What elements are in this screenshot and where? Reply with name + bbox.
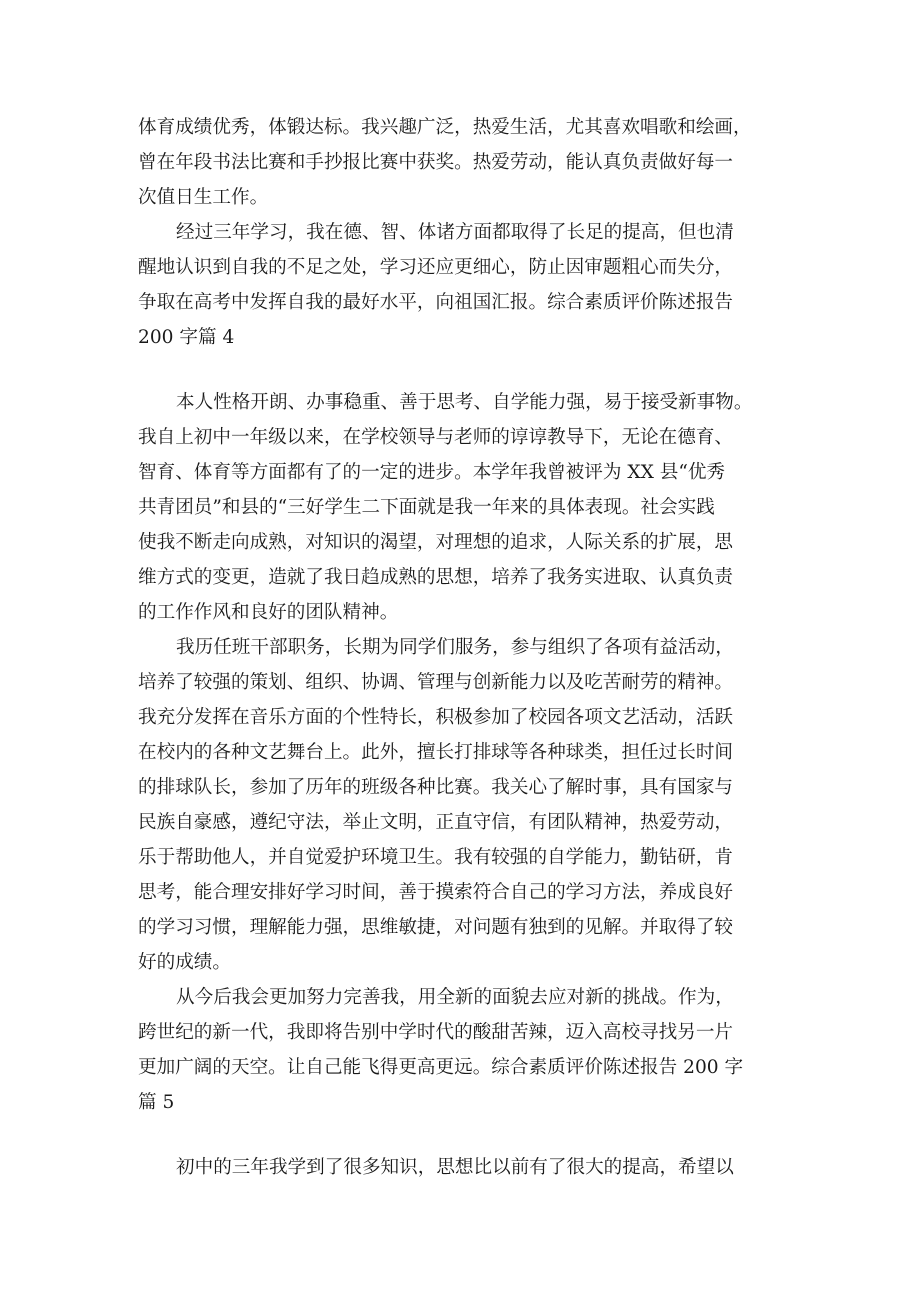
text-line: 在校内的各种文艺舞台上。此外，擅长打排球等各种球类，担任过长时间 (138, 742, 734, 763)
text-line: 维方式的变更，造就了我日趋成熟的思想，培养了我务实进取、认真负责 (138, 567, 734, 588)
text-line: 共青团员”和县的“三好学生二下面就是我一年来的具体表现。社会实践 (138, 497, 715, 518)
section-heading: 篇 5 (138, 1092, 175, 1113)
text-line: 的学习习惯，理解能力强，思维敏捷，对问题有独到的见解。并取得了较 (138, 917, 734, 938)
text-line: 我充分发挥在音乐方面的个性特长，积极参加了校园各项文艺活动，活跃 (138, 707, 734, 728)
paragraph-first-line: 从今后我会更加努力完善我，用全新的面貌去应对新的挑战。作为， (176, 987, 734, 1008)
text-line: 的排球队长，参加了历年的班级各种比赛。我关心了解时事，具有国家与 (138, 777, 734, 798)
paragraph-first-line: 本人性格开朗、办事稳重、善于思考、自学能力强，易于接受新事物。 (176, 392, 753, 413)
paragraph-first-line: 我历任班干部职务，长期为同学们服务，参与组织了各项有益活动， (176, 637, 734, 658)
text-line: 跨世纪的新一代，我即将告别中学时代的酸甜苦辣，迈入高校寻找另一片 (138, 1022, 734, 1043)
paragraph-first-line: 经过三年学习，我在德、智、体诸方面都取得了长足的提高，但也清 (176, 222, 734, 243)
text-line: 更加广阔的天空。让自己能飞得更高更远。综合素质评价陈述报告 200 字 (138, 1057, 744, 1078)
text-line: 好的成绩。 (138, 952, 231, 973)
text-line: 次值日生工作。 (138, 187, 269, 208)
text-line: 思考，能合理安排好学习时间，善于摸索符合自己的学习方法，养成良好 (138, 882, 734, 903)
text-line: 智育、体育等方面都有了的一定的进步。本学年我曾被评为 XX 县“优秀 (138, 462, 726, 483)
text-line: 使我不断走向成熟，对知识的渴望，对理想的追求，人际关系的扩展，思 (138, 532, 734, 553)
section-heading: 200 字篇 4 (138, 327, 235, 348)
text-line: 体育成绩优秀，体锻达标。我兴趣广泛，热爱生活，尤其喜欢唱歌和绘画， (138, 117, 752, 138)
text-line: 培养了较强的策划、组织、协调、管理与创新能力以及吃苦耐劳的精神。 (138, 672, 734, 693)
text-line: 醒地认识到自我的不足之处，学习还应更细心，防止因审题粗心而失分， (138, 257, 734, 278)
paragraph-first-line: 初中的三年我学到了很多知识，思想比以前有了很大的提高，希望以 (176, 1157, 734, 1178)
text-line: 民族自豪感，遵纪守法，举止文明，正直守信，有团队精神，热爱劳动， (138, 812, 734, 833)
text-line: 争取在高考中发挥自我的最好水平，向祖国汇报。综合素质评价陈述报告 (138, 292, 734, 313)
text-line: 我自上初中一年级以来，在学校领导与老师的谆谆教导下，无论在德育、 (138, 427, 734, 448)
text-line: 乐于帮助他人，并自觉爱护环境卫生。我有较强的自学能力，勤钻研，肯 (138, 847, 734, 868)
text-line: 的工作作风和良好的团队精神。 (138, 602, 399, 623)
text-line: 曾在年段书法比赛和手抄报比赛中获奖。热爱劳动，能认真负责做好每一 (138, 152, 734, 173)
